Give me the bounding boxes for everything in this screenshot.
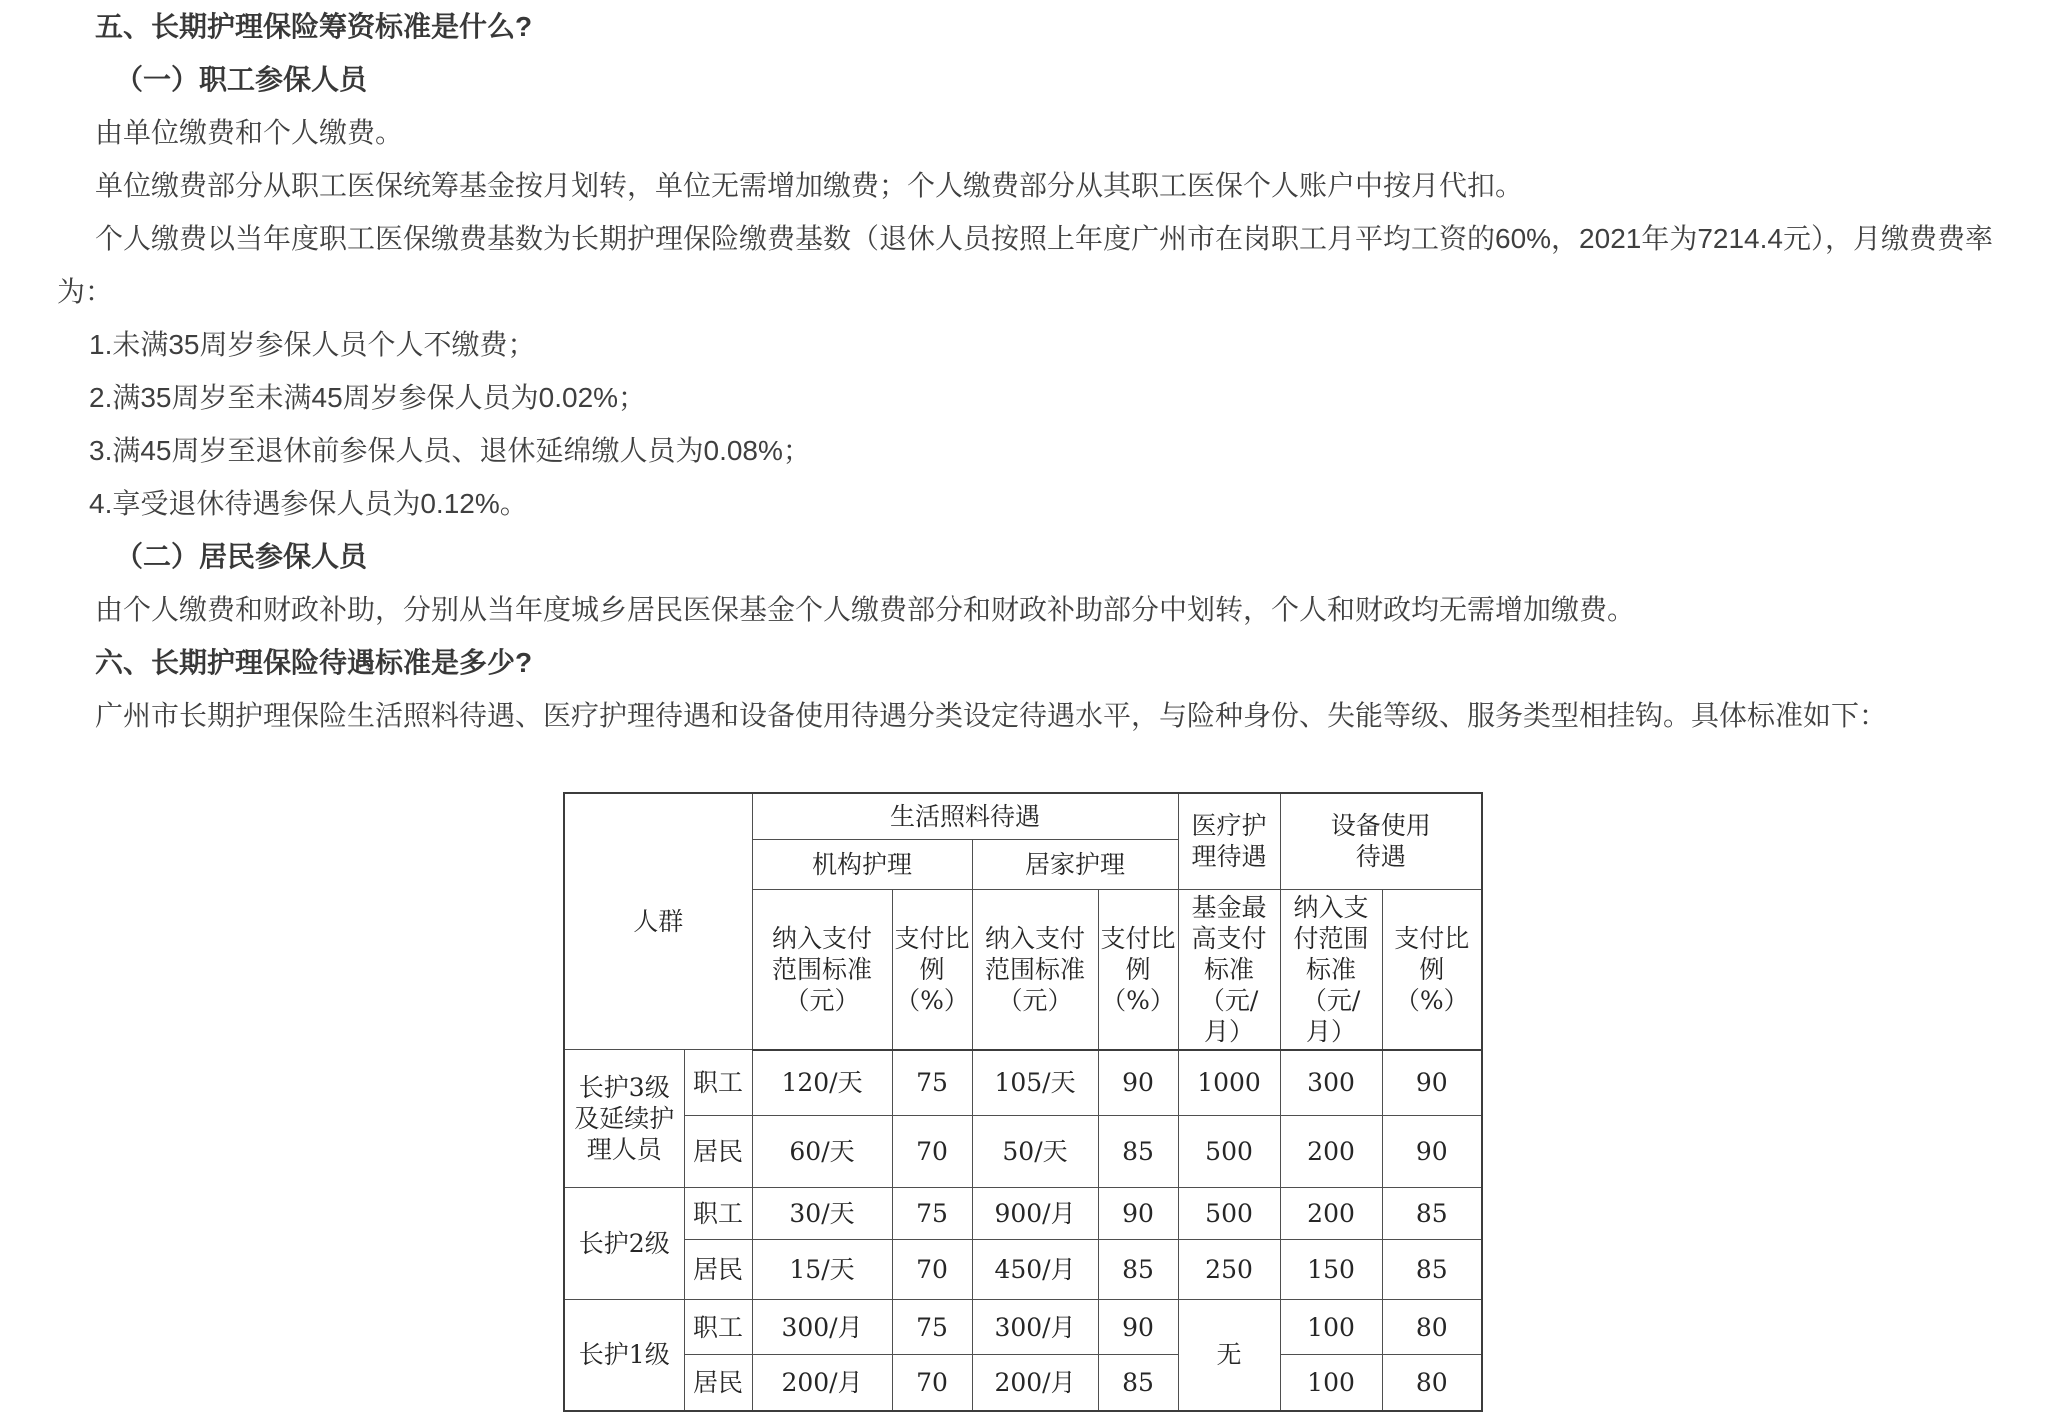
header-life-care: 生活照料待遇 [752, 793, 1178, 839]
cell-equip-std: 100 [1280, 1355, 1382, 1411]
cell-home-ratio: 90 [1098, 1300, 1178, 1355]
cell-type: 职工 [684, 1050, 752, 1116]
cell-inst-std: 120/天 [752, 1050, 892, 1116]
header-fund-max: 基金最高支付标准（元/月） [1178, 889, 1280, 1050]
table-row [564, 1188, 1482, 1240]
list-item-rate-2: 2.满35周岁至未满45周岁参保人员为0.02%； [89, 382, 647, 413]
cell-equip-ratio: 80 [1382, 1300, 1482, 1355]
cell-home-ratio: 90 [1098, 1050, 1178, 1116]
cell-inst-ratio: 70 [892, 1355, 972, 1411]
cell-equip-ratio: 85 [1382, 1188, 1482, 1240]
table-row [564, 1300, 1482, 1355]
cell-home-std: 900/月 [972, 1188, 1098, 1240]
cell-inst-ratio: 70 [892, 1240, 972, 1300]
subsection-heading-1: （一）职工参保人员 [115, 64, 368, 95]
cell-equip-ratio: 90 [1382, 1050, 1482, 1116]
cell-equip-std: 200 [1280, 1116, 1382, 1188]
cell-equip-std: 300 [1280, 1050, 1382, 1116]
section-heading-5: 五、长期护理保险筹资标准是什么? [95, 11, 533, 42]
cell-equip-ratio: 90 [1382, 1116, 1482, 1188]
table-row [564, 1355, 1482, 1411]
cell-type: 居民 [684, 1116, 752, 1188]
cell-fund-max: 250 [1178, 1240, 1280, 1300]
cell-inst-ratio: 75 [892, 1188, 972, 1240]
cell-inst-std: 15/天 [752, 1240, 892, 1300]
cell-inst-std: 300/月 [752, 1300, 892, 1355]
cell-inst-std: 60/天 [752, 1116, 892, 1188]
table-row [564, 1116, 1482, 1188]
header-equipment: 设备使用待遇 [1280, 793, 1482, 889]
paragraph-personal-contribution-base: 个人缴费以当年度职工医保缴费基数为长期护理保险缴费基数（退休人员按照上年度广州市在岗职工月平均工资的60%，2021年为7214.4元），月缴费费率为： [57, 223, 1993, 307]
cell-level: 长护3级及延续护理人员 [564, 1050, 684, 1188]
header-home-ratio: 支付比例（%） [1098, 889, 1178, 1050]
cell-inst-ratio: 75 [892, 1050, 972, 1116]
section-heading-6: 六、长期护理保险待遇标准是多少? [95, 647, 533, 678]
cell-equip-std: 200 [1280, 1188, 1382, 1240]
cell-level: 长护1级 [564, 1300, 684, 1411]
cell-inst-std: 200/月 [752, 1355, 892, 1411]
header-home-care: 居家护理 [972, 839, 1178, 889]
cell-fund-max: 1000 [1178, 1050, 1280, 1116]
cell-inst-ratio: 70 [892, 1116, 972, 1188]
header-inst-ratio: 支付比例（%） [892, 889, 972, 1050]
list-item-rate-3: 3.满45周岁至退休前参保人员、退休延绵缴人员为0.08%； [89, 435, 811, 466]
cell-home-ratio: 85 [1098, 1355, 1178, 1411]
cell-home-std: 450/月 [972, 1240, 1098, 1300]
cell-fund-max-none: 无 [1178, 1300, 1280, 1411]
benefits-table [563, 792, 1483, 1412]
cell-level: 长护2级 [564, 1188, 684, 1300]
cell-equip-ratio: 85 [1382, 1240, 1482, 1300]
cell-type: 居民 [684, 1240, 752, 1300]
cell-fund-max: 500 [1178, 1116, 1280, 1188]
header-equip-standard: 纳入支付范围标准（元/月） [1280, 889, 1382, 1050]
cell-fund-max: 500 [1178, 1188, 1280, 1240]
cell-type: 职工 [684, 1188, 752, 1240]
header-inst-standard: 纳入支付范围标准（元） [752, 889, 892, 1050]
cell-equip-std: 150 [1280, 1240, 1382, 1300]
table-row [564, 1050, 1482, 1116]
cell-home-std: 50/天 [972, 1116, 1098, 1188]
header-equip-ratio: 支付比例（%） [1382, 889, 1482, 1050]
cell-inst-ratio: 75 [892, 1300, 972, 1355]
cell-type: 职工 [684, 1300, 752, 1355]
paragraph-employee-funding-source: 由单位缴费和个人缴费。 [95, 117, 404, 148]
header-population: 人群 [564, 793, 752, 1050]
cell-equip-std: 100 [1280, 1300, 1382, 1355]
paragraph-benefit-intro: 广州市长期护理保险生活照料待遇、医疗护理待遇和设备使用待遇分类设定待遇水平，与险种身份、失能等级、服务类型相挂钩。具体标准如下： [95, 700, 1888, 731]
paragraph-employer-contribution: 单位缴费部分从职工医保统筹基金按月划转，单位无需增加缴费；个人缴费部分从其职工医保个人账户中按月代扣。 [95, 170, 1524, 201]
cell-home-std: 200/月 [972, 1355, 1098, 1411]
cell-home-ratio: 85 [1098, 1240, 1178, 1300]
cell-home-std: 300/月 [972, 1300, 1098, 1355]
header-medical-care: 医疗护理待遇 [1178, 793, 1280, 889]
subsection-heading-2: （二）居民参保人员 [115, 541, 368, 572]
cell-inst-std: 30/天 [752, 1188, 892, 1240]
cell-home-ratio: 90 [1098, 1188, 1178, 1240]
cell-equip-ratio: 80 [1382, 1355, 1482, 1411]
paragraph-resident-funding: 由个人缴费和财政补助，分别从当年度城乡居民医保基金个人缴费部分和财政补助部分中划转，个人和财政均无需增加缴费。 [95, 594, 1636, 625]
cell-type: 居民 [684, 1355, 752, 1411]
cell-home-ratio: 85 [1098, 1116, 1178, 1188]
header-home-standard: 纳入支付范围标准（元） [972, 889, 1098, 1050]
table-row [564, 1240, 1482, 1300]
header-institutional-care: 机构护理 [752, 839, 972, 889]
list-item-rate-4: 4.享受退休待遇参保人员为0.12%。 [89, 488, 528, 519]
cell-home-std: 105/天 [972, 1050, 1098, 1116]
list-item-rate-1: 1.未满35周岁参保人员个人不缴费； [89, 329, 536, 360]
